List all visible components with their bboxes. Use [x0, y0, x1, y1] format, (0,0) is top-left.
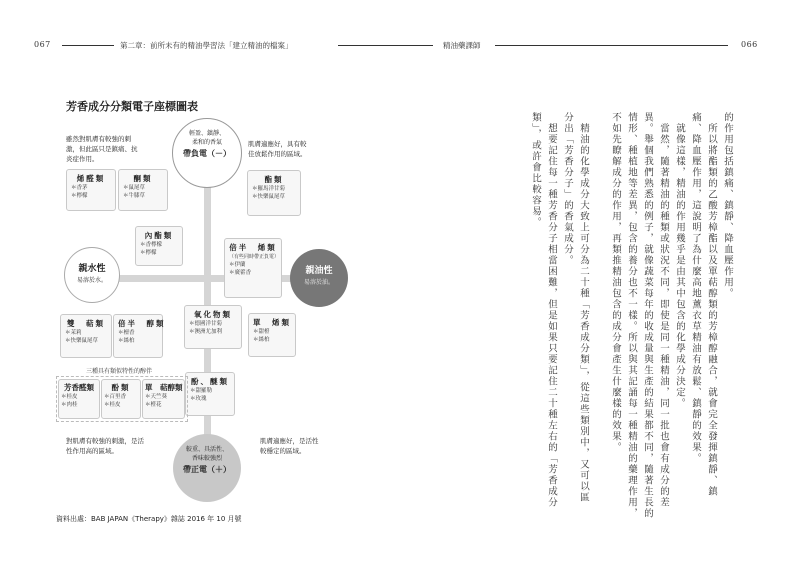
- source-citation: 資料出處：BAB JAPAN《Therapy》雜誌 2016 年 10 月號: [56, 515, 242, 523]
- category-item: ＊德國洋甘菊: [189, 321, 223, 327]
- note-bottom-left: [66, 436, 144, 456]
- text-column: 異。舉個我們熟悉的例子，就像蔬菜每年的收成量與生產的結果都不同，隨著生長的: [642, 112, 653, 519]
- category-box-xiquan: [66, 169, 116, 211]
- text-column: 想要記住每一種芳香分子相當困難，但是如果只要記住二十種左右的「芳香成分: [546, 112, 557, 508]
- chapter-title: 第二章：前所未有的精油學習法「建立精油的檔案」: [120, 41, 293, 50]
- negative-charge-circle: [172, 118, 242, 188]
- note-line: 肌膚適應好，具有較: [248, 140, 307, 148]
- negative-charge-label: 帶負電（－）: [183, 149, 231, 158]
- category-item: ＊快樂鼠尾草: [65, 338, 99, 344]
- category-box-fenlei: [101, 379, 141, 419]
- text-column: 不如先瞭解成分的作用，再類推精油包含的成分會產生什麼樣的效果。: [610, 112, 621, 453]
- text-column: 當然，隨著精油的種類或狀況不同，即使是同一種精油，同一批也會有成分的差: [658, 112, 669, 508]
- category-item: ＊伊蘭: [229, 262, 246, 268]
- category-box-yanghua: [184, 305, 242, 349]
- header-rule-right: [495, 45, 728, 46]
- category-item: ＊百里香: [104, 394, 127, 400]
- note-line: 肌膚適應好，是活性: [260, 437, 319, 445]
- category-item: ＊牛膝草: [123, 193, 146, 199]
- category-item: ＊絲柏: [253, 337, 270, 343]
- text-column: 痛、降血壓作用，這說明了為什麼高地薰衣草精油有放鬆、鎮靜的效果。: [690, 112, 701, 464]
- category-title: 倍半 醇類: [118, 319, 166, 328]
- note-top-right: [248, 139, 307, 159]
- category-item: ＊廣藿香: [229, 270, 252, 276]
- category-item: ＊橙花: [145, 402, 162, 408]
- note-line: 較穩定的區域。: [260, 447, 306, 455]
- page-number-left: 067: [34, 40, 51, 49]
- text-column: 的作用包括鎮痛、鎮靜、降血壓作用。: [722, 112, 733, 299]
- positive-desc-1: 較重、具活性、: [185, 446, 228, 453]
- category-subtitle: （有些同時帶正負電）: [229, 254, 280, 260]
- category-item: ＊桂皮: [104, 402, 121, 408]
- category-box-dan-chun: [142, 379, 185, 419]
- note-line: 對肌膚有較強的刺激，是活: [66, 437, 144, 445]
- diagram-title: 芳香成分分類電子座標圖表: [66, 100, 198, 113]
- category-box-beiban-chun: [113, 314, 166, 358]
- category-item: ＊絲柏: [118, 338, 135, 344]
- note-line: 性作用高的區域。: [66, 447, 118, 455]
- category-item: ＊檀香: [118, 330, 135, 336]
- category-box-beiban-xi: [224, 238, 282, 298]
- book-title: 精油藥課師: [443, 41, 481, 50]
- positive-charge-label: 帶正電（＋）: [183, 465, 231, 474]
- category-title: 單 萜醇類: [145, 383, 183, 392]
- hydrophilic-sub: 易溶於水。: [76, 277, 107, 284]
- lipophilic-label: 親油性: [305, 266, 333, 276]
- category-item: ＊香檸檬: [140, 242, 163, 248]
- positive-desc-2: 香味較強烈: [191, 455, 222, 462]
- category-box-neizhi: [135, 226, 183, 266]
- text-column: 就像這樣，精油的作用幾乎是由其中包含的化學成分決定。: [674, 112, 685, 409]
- note-bottom-right: [260, 436, 319, 456]
- category-item: ＊玫瑰: [190, 396, 207, 402]
- category-title: 酚、醚類: [191, 377, 229, 386]
- horizontal-axis: [95, 275, 315, 282]
- category-item: ＊天竺葵: [145, 394, 168, 400]
- category-box-fen-mi: [185, 372, 235, 416]
- category-item: ＊甜橙: [253, 329, 270, 335]
- header-rule-mid: [338, 45, 433, 46]
- page-number-right: 066: [741, 40, 758, 49]
- category-item: ＊肉桂: [61, 402, 78, 408]
- hydrophilic-circle: [64, 247, 120, 303]
- category-box-dan: [248, 313, 296, 357]
- lipophilic-sub: 易溶於油。: [303, 279, 334, 286]
- category-box-fangxiang: [58, 379, 100, 419]
- category-title: 氧化物類: [194, 310, 232, 319]
- lipophilic-circle: [290, 249, 348, 307]
- category-title: 酮類: [133, 174, 153, 183]
- category-title: 雙 萜類: [67, 319, 105, 328]
- category-item: ＊檸檬: [140, 250, 157, 256]
- negative-desc-2: 柔和的香氣: [191, 139, 222, 146]
- positive-charge-circle: [173, 434, 241, 502]
- text-column: 所以將酯類的乙酸芳樟酯以及單萜醇類的芳樟醇融合，就會完全發揮鎮靜、鎮: [706, 112, 717, 497]
- category-item: ＊檸檬: [71, 193, 88, 199]
- similar-groups-label: 三種具有類似特性的醇伴: [86, 368, 153, 375]
- category-item: ＊甜羅勒: [190, 388, 213, 394]
- category-box-tong: [118, 169, 168, 211]
- category-item: ＊桂皮: [61, 394, 78, 400]
- text-column: 分出「芳香分子」的香氣成分。: [562, 112, 573, 266]
- category-box-zhi: [247, 170, 301, 216]
- category-item: ＊羅馬洋甘菊: [252, 186, 286, 192]
- category-title: 內酯類: [144, 231, 174, 240]
- category-title: 倍半 烯類: [229, 243, 277, 252]
- note-top-left: [66, 134, 138, 164]
- hydrophilic-label: 親水性: [78, 264, 106, 274]
- note-line: 炎症作用。: [66, 155, 99, 163]
- note-line: 雖然對肌膚有較強的刺: [66, 135, 131, 143]
- note-line: 佳放鬆作用的區域。: [248, 150, 307, 158]
- category-item: ＊鼠尾草: [123, 185, 146, 191]
- category-item: ＊澳洲尤加利: [189, 329, 223, 335]
- category-title: 酚類: [111, 383, 131, 392]
- category-box-shuang: [60, 314, 112, 358]
- text-column: 精油的化學成分大致上可分為二十種「芳香成分類」，從這些類別中，又可以區: [578, 112, 589, 504]
- text-column: 類」，或許會比較容易。: [530, 112, 541, 229]
- category-item: ＊香茅: [71, 185, 88, 191]
- category-title: 單 烯類: [253, 318, 291, 327]
- category-title: 酯類: [264, 175, 284, 184]
- category-item: ＊快樂鼠尾草: [252, 194, 286, 200]
- note-line: 激，但此區只是鎮痛、抗: [66, 145, 138, 153]
- header-rule-left: [62, 45, 114, 46]
- category-item: ＊茉莉: [65, 330, 82, 336]
- category-title: 烯醛類: [76, 174, 106, 183]
- negative-desc-1: 輕盈、鎮靜、: [188, 130, 225, 137]
- category-title: 芳香醛類: [64, 383, 94, 392]
- text-column: 情形、種植地等差異，包含的養分也不一樣。所以與其記誦每一種精油的藥理作用，: [626, 112, 637, 519]
